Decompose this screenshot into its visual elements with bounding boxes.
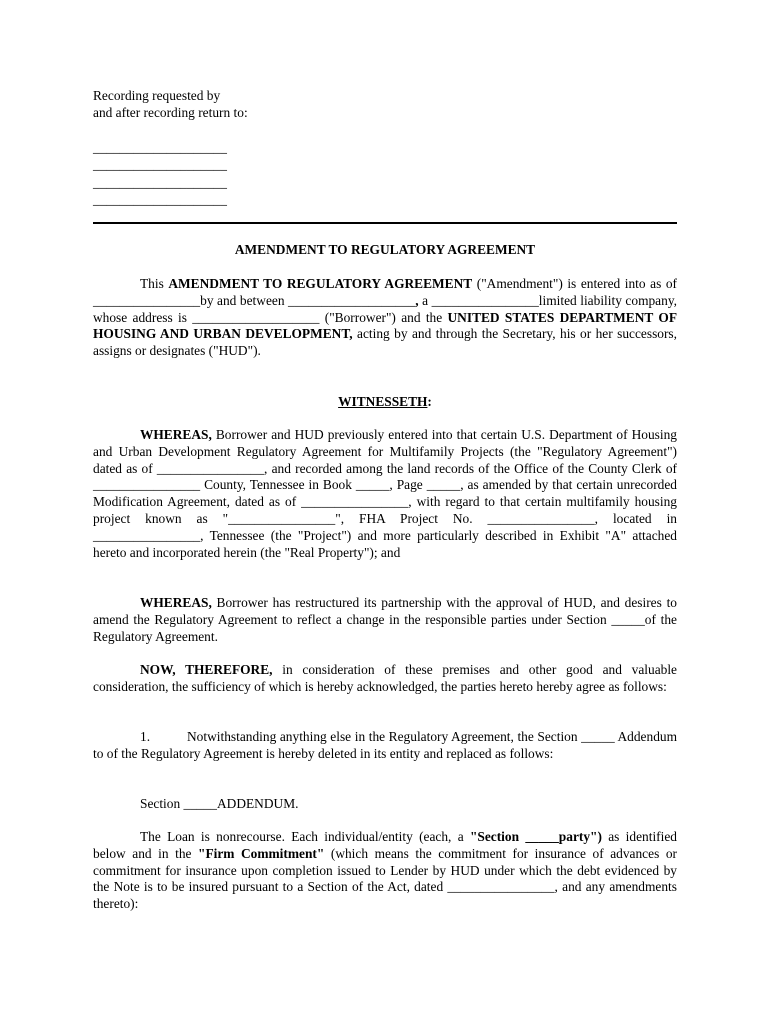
document-title: AMENDMENT TO REGULATORY AGREEMENT — [234, 242, 536, 257]
item-1-paragraph: 1. Notwithstanding anything else in the Regulatory Agreement, the Section _____ Addendum to of the Regulatory Agreement is hereby deleted in its entity and replaced as follows: — [93, 729, 677, 761]
witnesseth-heading: WITNESSETH: — [338, 394, 432, 409]
blank-line: ____________________ — [93, 140, 227, 155]
recording-line-2: and after recording return to: — [93, 104, 248, 120]
recording-block — [93, 88, 677, 122]
blank-line: ____________________ — [93, 174, 227, 190]
whereas-paragraph-2: WHEREAS, Borrower has restructured its partnership with the approval of HUD, and desires to amend the Regulatory Agreement to reflect a change in the responsible parties under Section _____of the Regulatory Agreement. — [93, 595, 677, 644]
horizontal-rule — [93, 222, 677, 224]
blank-line: ____________________ — [93, 191, 227, 207]
item-number: 1. — [140, 729, 151, 744]
blank-line: ____________________ — [93, 157, 227, 173]
return-address-blanks — [93, 140, 677, 209]
recording-line-1: Recording requested by — [93, 88, 221, 103]
intro-paragraph: This AMENDMENT TO REGULATORY AGREEMENT ("Amendment") is entered into as of ________________by and between ___________________, a ________________limited liability company, whose address is ___________________ ("Borrower") and the UNITED STATES DEPARTMENT OF HOUSING AND URBAN DEVELOPMENT, acting by and through the Secretary, his or her successors, assigns or designates ("HUD"). — [93, 276, 677, 359]
now-therefore-paragraph: NOW, THEREFORE, in consideration of these premises and other good and valuable consideration, the sufficiency of which is hereby acknowledged, the parties hereto hereby agree as follows: — [93, 662, 677, 694]
whereas-paragraph-1: WHEREAS, Borrower and HUD previously entered into that certain U.S. Department of Housing and Urban Development Regulatory Agreement for Multifamily Projects (the "Regulatory Agreement") dated as of ________________, and recorded among the land records of the Office of the County Clerk of ________________ County, Tennessee in Book _____, Page _____, as amended by that certain unrecorded Modification Agreement, dated as of ________________, with regard to that certain multifamily housing project known as "________________", FHA Project No. ________________, located in ________________, Tennessee (the "Project") and more particularly described in Exhibit "A" attached hereto and incorporated herein (the "Real Property"); and — [93, 427, 677, 560]
section-addendum-heading: Section _____ADDENDUM. — [140, 796, 299, 811]
loan-paragraph: The Loan is nonrecourse. Each individual/entity (each, a "Section _____party") as identified below and in the "Firm Commitment" (which means the commitment for insurance of advances or commitment for insurance upon completion issued to Lender by HUD under which the debt evidenced by the Note is to be insured pursuant to a Section of the Act, dated ________________, and any amendments thereto): — [93, 829, 677, 912]
